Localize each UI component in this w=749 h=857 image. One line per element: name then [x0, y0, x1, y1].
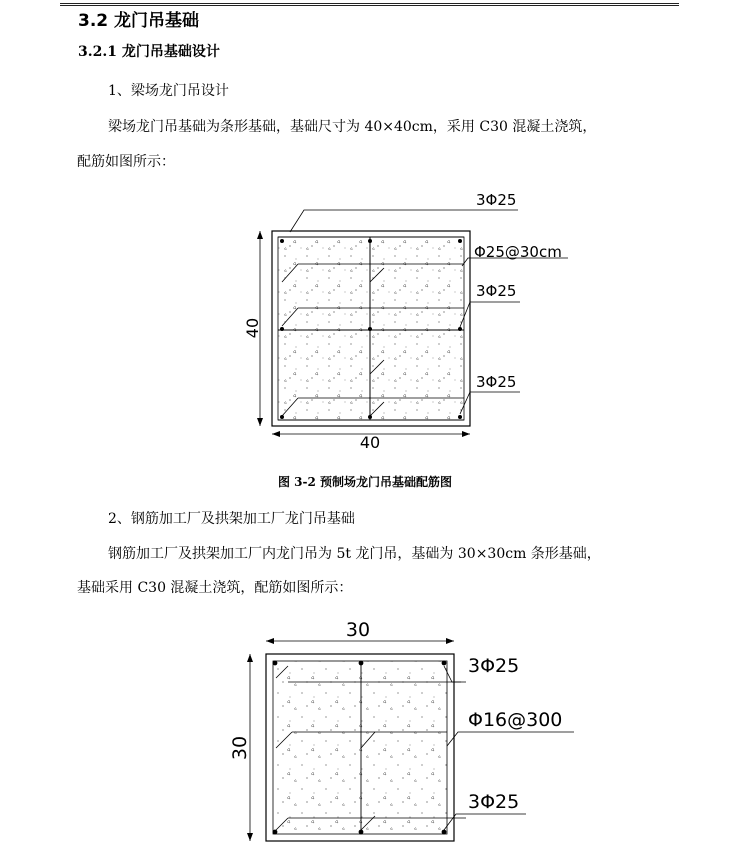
fig1-dim-height: 40 — [243, 317, 262, 339]
item2-paragraph-line1: 钢筋加工厂及拱架加工厂内龙门吊为 5t 龙门吊，基础为 30×30cm 条形基础， — [108, 546, 601, 562]
fig1-label-mid: 3Φ25 — [476, 282, 517, 300]
item1-paragraph-line2: 配筋如图所示： — [77, 154, 175, 170]
item2-title: 2、钢筋加工厂及拱架加工厂龙门吊基础 — [108, 511, 355, 527]
section-heading: 3.2 龙门吊基础 — [78, 11, 200, 31]
fig1-label-bottom: 3Φ25 — [476, 373, 517, 391]
figure-2-rebar-diagram — [226, 616, 586, 857]
figure-1-rebar-diagram — [238, 186, 578, 456]
fig2-dim-width: 30 — [345, 619, 371, 641]
fig1-dim-width: 40 — [359, 433, 381, 452]
fig1-label-top: 3Φ25 — [476, 191, 517, 209]
figure-1-caption: 图 3-2 预制场龙门吊基础配筋图 — [278, 475, 453, 489]
item1-title: 1、梁场龙门吊设计 — [108, 83, 229, 99]
fig1-label-stirrup: Φ25@30cm — [474, 243, 562, 261]
item1-paragraph-line1: 梁场龙门吊基础为条形基础，基础尺寸为 40×40cm，采用 C30 混凝土浇筑， — [108, 119, 597, 135]
fig2-label-stirrup: Φ16@300 — [468, 709, 563, 731]
header-rule — [60, 3, 679, 4]
concrete-fill-2 — [273, 661, 447, 834]
fig2-dim-height: 30 — [229, 735, 251, 761]
item2-paragraph-line2: 基础采用 C30 混凝土浇筑，配筋如图所示： — [77, 580, 353, 596]
fig2-label-bottom: 3Φ25 — [468, 791, 520, 813]
subsection-heading: 3.2.1 龙门吊基础设计 — [78, 44, 220, 60]
fig2-label-top: 3Φ25 — [468, 655, 520, 677]
